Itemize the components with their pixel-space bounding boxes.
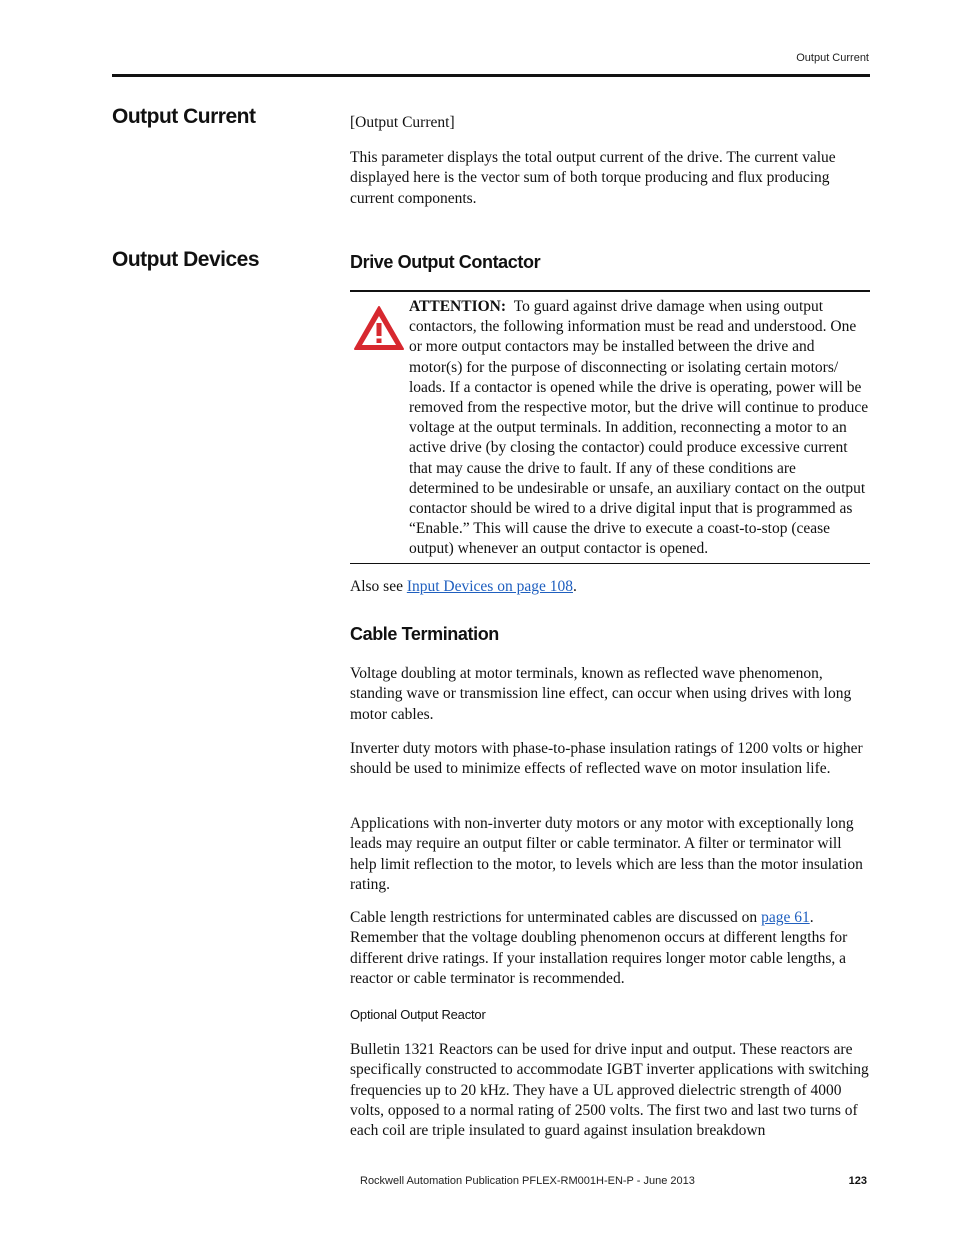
output-current-description: This parameter displays the total output current of the drive. The current value displayed here is the vector sum of both torque producing and flux producing current components. (350, 149, 836, 207)
output-current-param (350, 113, 870, 133)
optional-output-reactor-para: Bulletin 1321 Reactors can be used for drive input and output. These reactors are specifically constructed to accommodate IGBT inverter applications with switching frequencies up to 20 kHz. They have a UL approved dielectric strength of 4000 volts, opposed to a normal rating of 2500 volts. The first two and last two turns of each coil are triple insulated to guard against insulation breakdown (350, 1041, 869, 1140)
section-heading-output-current: Output Current (112, 105, 256, 128)
subheading-drive-output-contactor: Drive Output Contactor (350, 252, 541, 272)
cable-termination-para-4: Cable length restrictions for unterminated cables are discussed on page 61. Remember that the voltage doubling phenomenon occurs at different lengths for different drive ratings. If your installation requires longer motor cable lengths, a reactor or cable terminator is recommended. (350, 909, 848, 987)
also-see-line (350, 577, 870, 597)
running-head: Output Current (796, 52, 869, 64)
attention-box (350, 290, 870, 564)
page-number: 123 (848, 1175, 867, 1187)
also-see-suffix: . (572, 578, 577, 595)
section-heading-output-devices: Output Devices (112, 248, 260, 271)
cable-termination-para-1: Voltage doubling at motor terminals, known as reflected wave phenomenon, standing wave or transmission line effect, can occur when using drives with long motor cables. (350, 665, 852, 723)
header-rule (112, 74, 870, 77)
cable-termination-para-3: Applications with non-inverter duty motors or any motor with exceptionally long leads may require an output filter or cable terminator. A filter or terminator will help limit reflection to the motor, to levels which are less than the motor insulation rating. (350, 815, 863, 893)
minor-heading-optional-output-reactor: Optional Output Reactor (350, 1007, 486, 1022)
warning-triangle-icon (353, 305, 405, 351)
attention-text (409, 297, 869, 560)
subheading-cable-termination: Cable Termination (350, 624, 499, 644)
page-61-link[interactable]: page 61 (761, 909, 810, 926)
input-devices-link[interactable]: Input Devices on page 108 (406, 578, 573, 595)
footer-publication: Rockwell Automation Publication PFLEX-RM001H-EN-P - June 2013 (360, 1175, 695, 1187)
attention-body: To guard against drive damage when using output contactors, the following information must be read and understood. One or more output contactors may be installed between the drive and motor(s) for the purpose of disconnecting or isolating certain motors/ loads. If a contactor is opened while the drive is operating, power will be removed from the respective motor, but the drive will continue to produce voltage at the output terminals. In addition, reconnecting a motor to an active drive (by closing the contactor) could produce excessive current that may cause the drive to fault. If any of these conditions are determined to be undesirable or unsafe, an auxiliary contact on the output contactor should be wired to a drive digital input that is programmed as “Enable.” This will cause the drive to execute a coast-to-stop (cease output) whenever an output contactor is opened. (409, 298, 869, 558)
param-name: [Output Current] (350, 114, 455, 131)
attention-label: ATTENTION: (409, 298, 507, 315)
output-current-description-block (350, 148, 870, 209)
also-see-prefix: Also see (350, 578, 407, 595)
cable-termination-para-2: Inverter duty motors with phase-to-phase insulation ratings of 1200 volts or higher should be used to minimize effects of reflected wave on motor insulation life. (350, 740, 863, 778)
